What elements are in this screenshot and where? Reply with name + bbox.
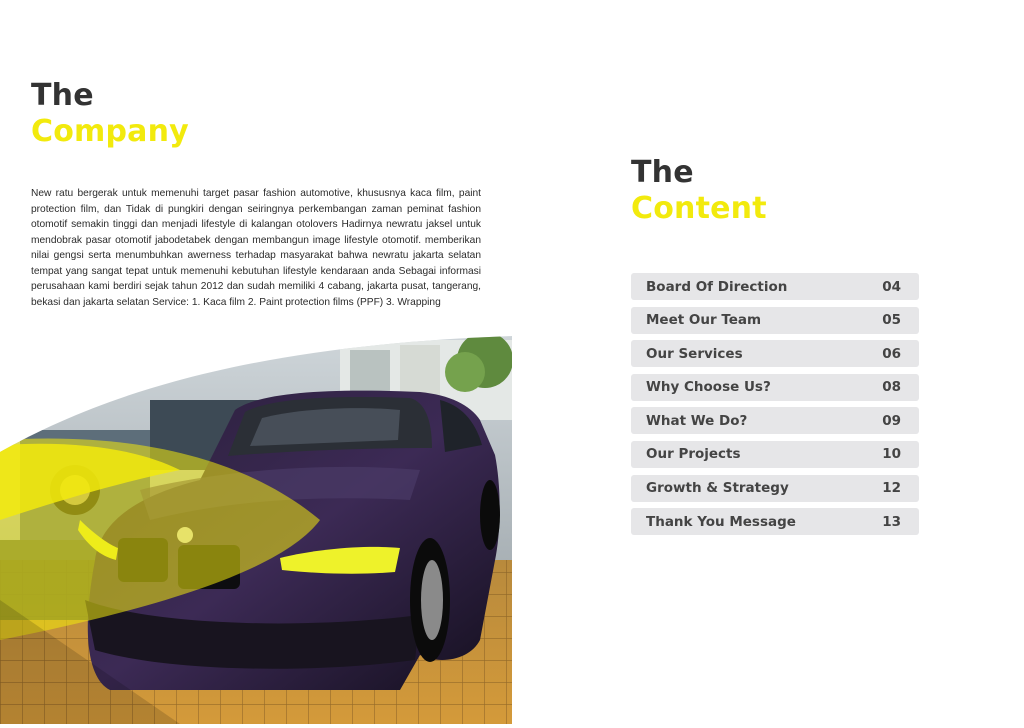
toc-item-our-services[interactable] [631,340,919,367]
company-title-company: Company [31,114,189,149]
toc-item-thank-you-message[interactable] [631,508,919,535]
toc-label: Thank You Message [646,513,796,530]
toc-item-growth-strategy[interactable] [631,475,919,502]
toc-page-number: 09 [882,412,901,429]
content-title-the: The [631,155,694,190]
toc-label: Why Choose Us? [646,379,771,396]
toc-page-number: 12 [882,480,901,497]
toc-label: What We Do? [646,412,748,429]
toc-label: Board Of Direction [646,278,788,295]
toc-item-meet-our-team[interactable] [631,307,919,334]
toc-label: Growth & Strategy [646,480,789,497]
content-title-content: Content [631,191,767,226]
toc-page-number: 13 [882,513,901,530]
table-of-contents [631,273,919,542]
company-description: New ratu bergerak untuk memenuhi target pasar fashion automotive, khususnya kaca film, paint protection film, dan Tidak di pungkiri dengan seiringnya perkembangan zaman peminat fashion otomotif semakin tinggi dan menjadi lifestyle di kalangan otolovers Hadirnya newratu jaksel untuk mendobrak pasar otomotif jabodetabek dengan membangun image lifestyle otomotif. memberikan nilai gengsi serta menumbuhkan awerness terhadap masyarakat bahwa newratu jakarta selatan tempat yang sangat tepat untuk memenuhi kebutuhan lifestyle kendaraan anda Sebagai informasi perusahaan kami berdiri sejak tahun 2012 dan sudah memiliki 4 cabang, jakarta pusat, tangerang, bekasi dan jakarta selatan Service: 1. Kaca film 2. Paint protection films (PPF) 3. Wrapping [31,188,481,308]
toc-label: Our Projects [646,446,741,463]
toc-page-number: 06 [882,345,901,362]
toc-item-our-projects[interactable] [631,441,919,468]
toc-item-why-choose-us[interactable] [631,374,919,401]
toc-page-number: 04 [882,278,901,295]
toc-label: Our Services [646,345,743,362]
toc-item-board-of-direction[interactable] [631,273,919,300]
toc-label: Meet Our Team [646,312,762,329]
toc-page-number: 05 [882,312,901,329]
toc-page-number: 10 [882,446,901,463]
toc-item-what-we-do[interactable] [631,407,919,434]
toc-page-number: 08 [882,379,901,396]
company-title-the: The [31,78,94,113]
